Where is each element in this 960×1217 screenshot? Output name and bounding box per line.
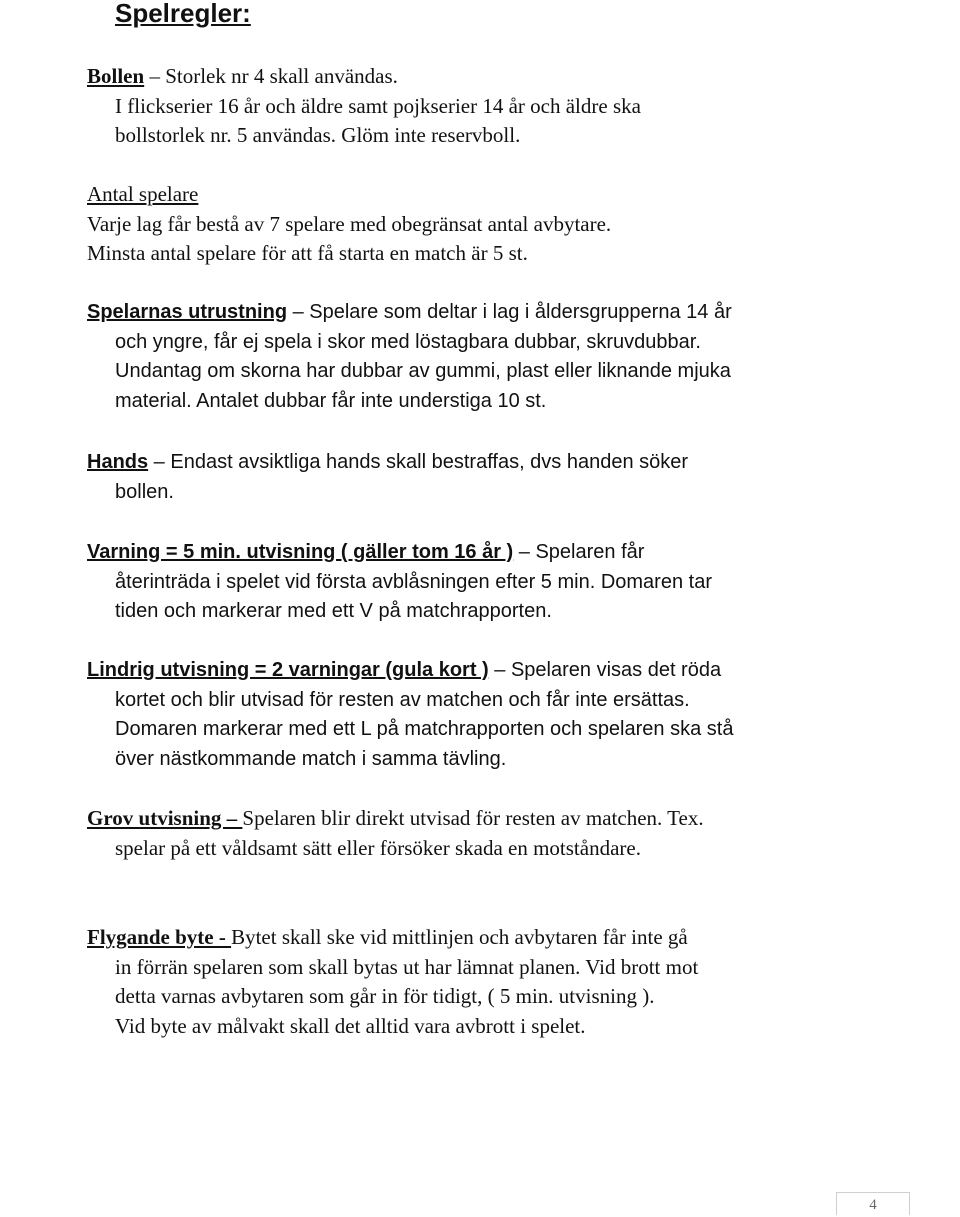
section-text: Vid byte av målvakt skall det alltid vara avbrott i spelet. bbox=[115, 1013, 586, 1038]
section-hands bbox=[87, 448, 887, 507]
section-heading: Bollen bbox=[87, 64, 145, 88]
section-text: och yngre, får ej spela i skor med löstagbara dubbar, skruvdubbar. bbox=[115, 330, 701, 353]
section-heading: Lindrig utvisning = 2 varningar (gula kort ) bbox=[87, 659, 489, 681]
section-text: bollen. bbox=[115, 480, 174, 503]
section-text: spelar på ett våldsamt sätt eller försöker skada en motståndare. bbox=[115, 835, 641, 860]
section-grov-utvisning bbox=[87, 804, 887, 863]
section-text: – Endast avsiktliga hands skall bestraffas, dvs handen söker bbox=[148, 451, 689, 473]
section-antal-spelare bbox=[87, 180, 887, 269]
section-bollen bbox=[87, 62, 887, 151]
section-text: Minsta antal spelare för att få starta en match är 5 st. bbox=[87, 241, 528, 265]
section-text: – Spelaren får bbox=[513, 541, 645, 563]
section-text: Spelaren blir direkt utvisad för resten av matchen. Tex. bbox=[242, 806, 704, 830]
section-text: över nästkommande match i samma tävling. bbox=[115, 747, 507, 770]
section-heading: Flygande byte - bbox=[87, 925, 232, 949]
section-varning bbox=[87, 538, 887, 627]
section-text: bollstorlek nr. 5 användas. Glöm inte reservboll. bbox=[115, 123, 521, 147]
section-text: tiden och markerar med ett V på matchrapporten. bbox=[115, 600, 552, 622]
section-lindrig-utvisning bbox=[87, 656, 887, 774]
section-heading: Antal spelare bbox=[87, 182, 199, 206]
section-text: – Spelaren visas det röda bbox=[488, 659, 722, 681]
section-text: kortet och blir utvisad för resten av matchen och får inte ersättas. bbox=[115, 688, 690, 711]
page-number: 4 bbox=[836, 1192, 910, 1215]
section-text: Undantag om skorna har dubbar av gummi, plast eller liknande mjuka bbox=[115, 360, 731, 382]
section-heading: Spelarnas utrustning bbox=[87, 301, 288, 323]
section-text: återinträda i spelet vid första avblåsningen efter 5 min. Domaren tar bbox=[115, 570, 712, 593]
section-text: in förrän spelaren som skall bytas ut har lämnat planen. Vid brott mot bbox=[115, 954, 699, 979]
section-heading: Varning = 5 min. utvisning ( gäller tom 16 år ) bbox=[87, 541, 514, 563]
section-text: Domaren markerar med ett L på matchrapporten och spelaren ska stå bbox=[115, 718, 734, 740]
section-text: Bytet skall ske vid mittlinjen och avbytaren får inte gå bbox=[231, 925, 688, 949]
section-text: – Storlek nr 4 skall användas. bbox=[144, 64, 398, 88]
section-heading: Hands bbox=[87, 451, 149, 473]
section-utrustning bbox=[87, 298, 887, 416]
section-text: Varje lag får bestå av 7 spelare med obegränsat antal avbytare. bbox=[87, 211, 612, 236]
section-text: I flickserier 16 år och äldre samt pojkserier 14 år och äldre ska bbox=[115, 93, 641, 118]
section-text: material. Antalet dubbar får inte understiga 10 st. bbox=[115, 389, 547, 412]
section-flygande-byte bbox=[87, 923, 887, 1041]
section-text: – Spelare som deltar i lag i åldersgrupperna 14 år bbox=[287, 301, 732, 323]
section-heading: Grov utvisning – bbox=[87, 806, 243, 830]
section-text: detta varnas avbytaren som går in för tidigt, ( 5 min. utvisning ). bbox=[115, 984, 655, 1008]
page-title: Spelregler: bbox=[115, 0, 251, 28]
